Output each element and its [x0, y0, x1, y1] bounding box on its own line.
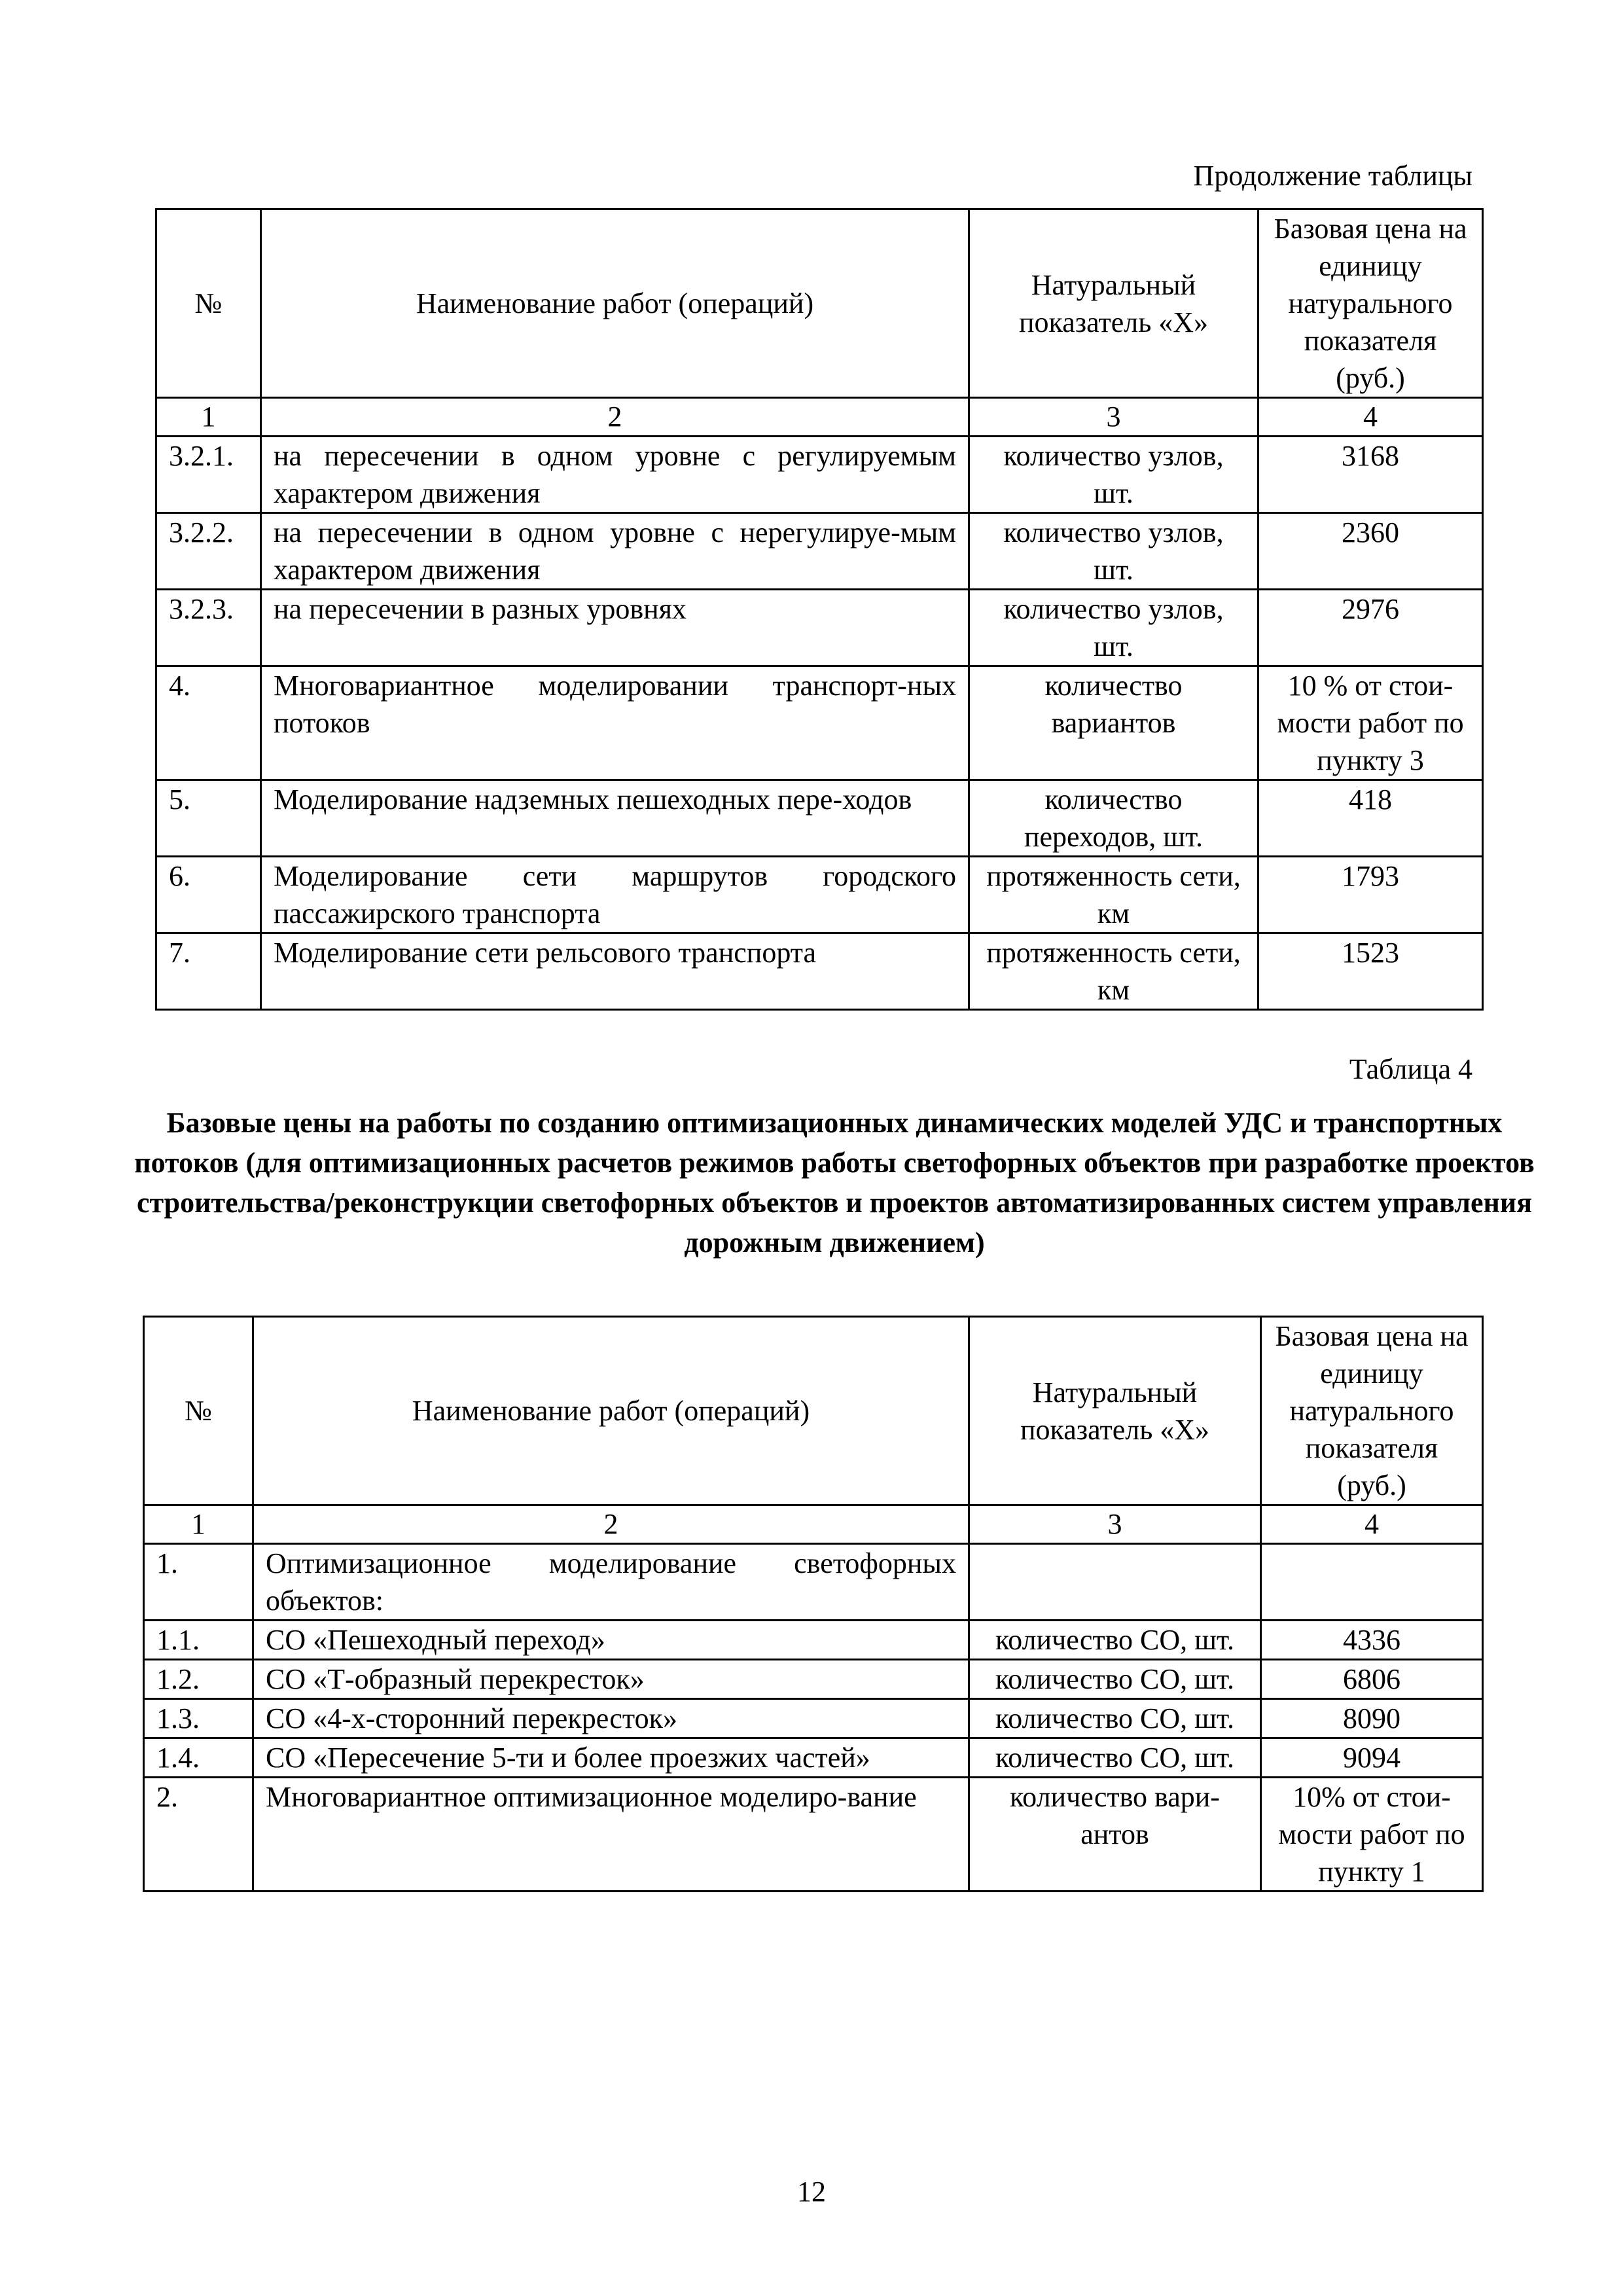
row-price: 4336: [1261, 1621, 1483, 1660]
column-index-row: [156, 398, 1483, 437]
table-row: [156, 666, 1483, 780]
row-num: 4.: [156, 666, 261, 780]
row-indicator: количество узлов, шт.: [969, 590, 1258, 666]
row-num: 1.4.: [144, 1738, 253, 1778]
column-index: 2: [253, 1505, 969, 1544]
table-row: [144, 1778, 1483, 1892]
row-name: СО «Пешеходный переход»: [253, 1621, 969, 1660]
table-row: [156, 780, 1483, 857]
row-num: 3.2.3.: [156, 590, 261, 666]
row-num: 1.: [144, 1544, 253, 1621]
table-row: [156, 933, 1483, 1010]
row-num: 7.: [156, 933, 261, 1010]
row-name: Многовариантное моделировании транспорт-ных потоков: [261, 666, 969, 780]
row-name: Многовариантное оптимизационное моделиро-вание: [253, 1778, 969, 1892]
row-name: на пересечении в разных уровнях: [261, 590, 969, 666]
table-row: [144, 1544, 1483, 1621]
table-row: [156, 437, 1483, 513]
row-num: 1.3.: [144, 1699, 253, 1738]
table-row: [156, 857, 1483, 933]
row-name: на пересечении в одном уровне с регулируемым характером движения: [261, 437, 969, 513]
row-price: 1793: [1258, 857, 1483, 933]
row-name: СО «Пересечение 5-ти и более проезжих частей»: [253, 1738, 969, 1778]
row-num: 6.: [156, 857, 261, 933]
row-name: на пересечении в одном уровне с нерегулируе-мым характером движения: [261, 513, 969, 590]
row-name: Моделирование сети маршрутов городского пассажирского транспорта: [261, 857, 969, 933]
row-price: 10% от стои-мости работ по пункту 1: [1261, 1778, 1483, 1892]
row-price: 1523: [1258, 933, 1483, 1010]
header-num: №: [144, 1317, 253, 1505]
row-num: 5.: [156, 780, 261, 857]
row-name: Моделирование сети рельсового транспорта: [261, 933, 969, 1010]
table-4-caption: Таблица 4: [1349, 1053, 1472, 1085]
header-price: Базовая цена на единицу натурального показателя (руб.): [1261, 1317, 1483, 1505]
row-name: Оптимизационное моделирование светофорных объектов:: [253, 1544, 969, 1621]
table-row: [156, 513, 1483, 590]
header-indicator: Натуральный показатель «Х»: [969, 209, 1258, 398]
continuation-caption: Продолжение таблицы: [1193, 160, 1472, 192]
row-indicator: протяженность сети, км: [969, 933, 1258, 1010]
column-index: 4: [1258, 398, 1483, 437]
column-index: 2: [261, 398, 969, 437]
row-num: 3.2.2.: [156, 513, 261, 590]
row-price: 10 % от стои-мости работ по пункту 3: [1258, 666, 1483, 780]
table-3-continuation: [155, 208, 1484, 1011]
row-price: 8090: [1261, 1699, 1483, 1738]
column-index-row: [144, 1505, 1483, 1544]
row-indicator: количество СО, шт.: [969, 1699, 1261, 1738]
row-name: СО «4-х-сторонний перекресток»: [253, 1699, 969, 1738]
header-num: №: [156, 209, 261, 398]
column-index: 1: [144, 1505, 253, 1544]
row-indicator: количество СО, шт.: [969, 1738, 1261, 1778]
row-price: 3168: [1258, 437, 1483, 513]
row-indicator: количество СО, шт.: [969, 1621, 1261, 1660]
row-indicator: количество переходов, шт.: [969, 780, 1258, 857]
header-name: Наименование работ (операций): [261, 209, 969, 398]
row-num: 2.: [144, 1778, 253, 1892]
row-indicator: количество вари-антов: [969, 1778, 1261, 1892]
row-price: 2360: [1258, 513, 1483, 590]
table-4: [143, 1316, 1484, 1892]
table-4-title: Базовые цены на работы по созданию оптимизационных динамических моделей УДС и транспортных потоков (для оптимизационных расчетов режимов работы светофорных объектов при разработке проектов строительства/реконструкции светофорных объектов и проектов автоматизированных систем управления дорожным движением): [134, 1107, 1535, 1259]
header-indicator: Натуральный показатель «Х»: [969, 1317, 1261, 1505]
table-row: [144, 1660, 1483, 1699]
row-price: 2976: [1258, 590, 1483, 666]
column-index: 3: [969, 1505, 1261, 1544]
row-price: 6806: [1261, 1660, 1483, 1699]
row-name: Моделирование надземных пешеходных пере-ходов: [261, 780, 969, 857]
table-row: [144, 1699, 1483, 1738]
table-row: [144, 1621, 1483, 1660]
row-indicator: количество СО, шт.: [969, 1660, 1261, 1699]
column-index: 1: [156, 398, 261, 437]
table-row: [144, 1738, 1483, 1778]
header-name: Наименование работ (операций): [253, 1317, 969, 1505]
row-price: [1261, 1544, 1483, 1621]
row-price: 9094: [1261, 1738, 1483, 1778]
row-num: 1.1.: [144, 1621, 253, 1660]
row-num: 3.2.1.: [156, 437, 261, 513]
row-indicator: количество вариантов: [969, 666, 1258, 780]
row-indicator: [969, 1544, 1261, 1621]
row-price: 418: [1258, 780, 1483, 857]
row-indicator: количество узлов, шт.: [969, 513, 1258, 590]
column-index: 4: [1261, 1505, 1483, 1544]
header-price: Базовая цена на единицу натурального показателя (руб.): [1258, 209, 1483, 398]
row-indicator: протяженность сети, км: [969, 857, 1258, 933]
table-row: [156, 590, 1483, 666]
column-index: 3: [969, 398, 1258, 437]
row-num: 1.2.: [144, 1660, 253, 1699]
row-indicator: количество узлов, шт.: [969, 437, 1258, 513]
row-name: СО «Т-образный перекресток»: [253, 1660, 969, 1699]
page-number: 12: [797, 2176, 826, 2208]
